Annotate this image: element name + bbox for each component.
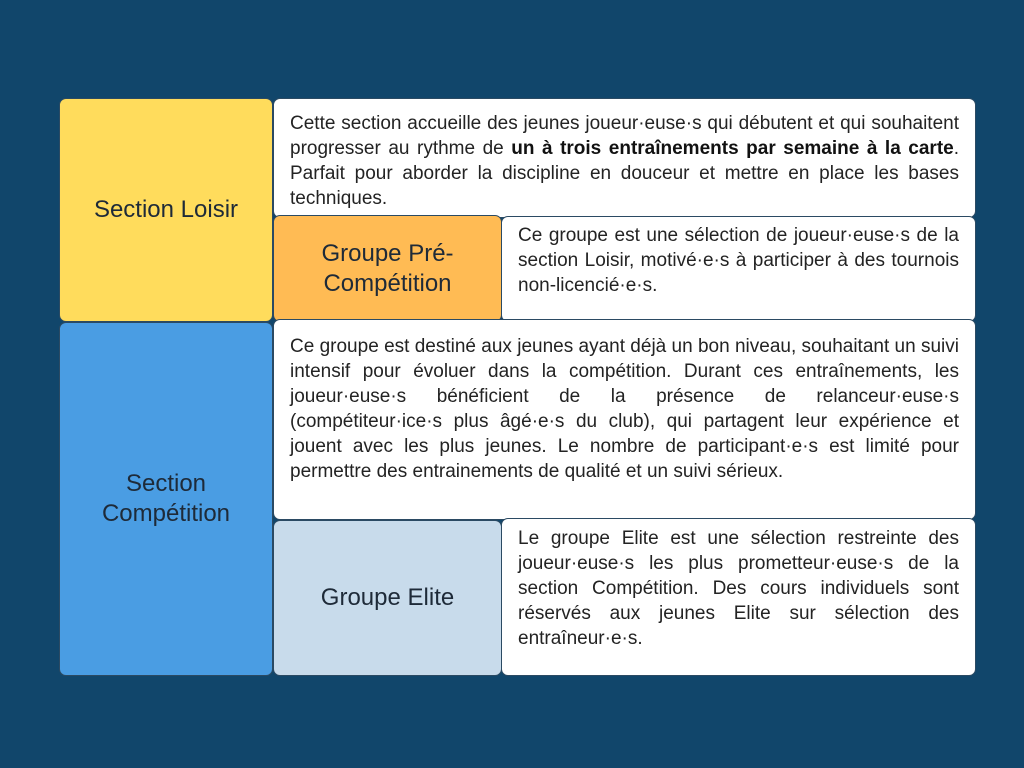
section-loisir-description [273, 98, 976, 218]
groupe-pre-competition-label: Groupe Pré-Compétition [321, 239, 454, 297]
loisir-text-start: Cette section accueille des jeunes joueur·euse·s qui débutent et qui souhaitent progresser au rythme de [290, 113, 959, 159]
section-loisir-label: Section Loisir [93, 196, 239, 223]
section-competition-label: Section Compétition [101, 470, 231, 527]
groupe-elite-label: Groupe Elite [320, 584, 455, 611]
groupe-elite-box [273, 520, 502, 676]
loisir-text-highlight: un à trois entraînements par semaine à la carte [511, 138, 954, 159]
section-competition-box [59, 322, 273, 676]
pre-competition-text: Ce groupe est une sélection de joueur·euse·s de la section Loisir, motivé·e·s à participer à des tournois non-licencié·e·s. [518, 225, 959, 296]
pre-competition-description [501, 216, 976, 322]
elite-description [501, 518, 976, 676]
section-competition-description [273, 319, 976, 520]
elite-text: Le groupe Elite est une sélection restreinte des joueur·euse·s les plus prometteur·euse·s de la section Compétition. Des cours individuels sont réservés aux jeunes Elite sur sélection des entraîneur·e·s. [518, 528, 959, 649]
loisir-text-end: . Parfait pour aborder la discipline en douceur et mettre en place les bases techniques. [290, 138, 959, 209]
competition-text: Ce groupe est destiné aux jeunes ayant déjà un bon niveau, souhaitant un suivi intensif pour évoluer dans la compétition. Durant ces entraînements, les joueur·euse·s bénéficient de la présence de relanceur·euse·s (compétiteur·ice·s plus âgé·e·s du club), qui partagent leur expérience et jouent avec les plus jeunes. Le nombre de participant·e·s est limité pour permettre des entrainements de qualité et un suivi sérieux. [290, 336, 959, 482]
groupe-pre-competition-box [273, 215, 502, 322]
section-loisir-box [59, 98, 273, 322]
